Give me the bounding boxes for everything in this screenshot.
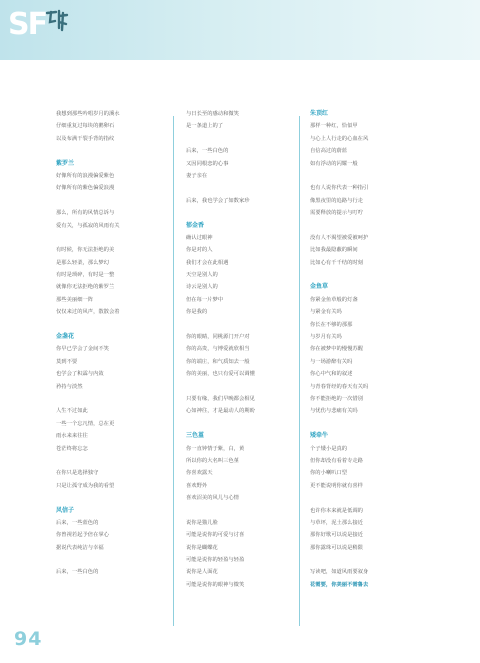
poem-line: 只要有缘，我们早晚都会相见 (186, 395, 255, 402)
poem-line: 可能是说你的眼神与微笑 (186, 581, 245, 588)
poem-line: 你的眼睛，同桃源门开户对 (186, 334, 250, 341)
flower-heading: 紫罗兰 (56, 159, 75, 167)
poem-line: 人生不过如此 (56, 408, 88, 415)
poem-line: 诗云是别人的 (186, 284, 218, 291)
poem-line: 说你是猫儿脸 (186, 519, 218, 526)
flower-heading: 朱顶红 (310, 110, 329, 117)
flower-heading: 矮牵牛 (310, 432, 329, 440)
poem-line: 那你好歌可以说是接近 (310, 532, 363, 539)
poem-line: 天空是别人的 (186, 272, 218, 279)
poem-line: 说你是人面花 (186, 569, 218, 576)
poem-line: 也学会了积霖与内敛 (56, 371, 104, 378)
poem-line: 据说代表纯洁与幸福 (56, 544, 104, 551)
poem-line: 像黑夜里的追路与行走 (310, 197, 363, 204)
poem-line: 与紧金有关吗 (310, 309, 342, 316)
column-divider (299, 116, 300, 626)
poem-line: 没有人不渴望被爱被呵护 (310, 234, 369, 241)
poem-line: 爱有关，与孤寂的风雨有关 (56, 222, 120, 229)
poem-line: 仔细重复过每块的鹅卵石 (56, 123, 115, 130)
page-header-band (0, 0, 480, 60)
poem-line: 你曾视若起予倍在掌心 (56, 532, 109, 539)
magazine-logo: SF (8, 7, 47, 42)
poem-line: 与心上人行走的心血在风 (310, 135, 369, 142)
stanza-break (56, 393, 178, 405)
stanza-break (186, 505, 308, 517)
poem-line: 后来，一些蓝色的 (56, 519, 99, 526)
poem-line: 后来，一些白色的 (186, 148, 229, 155)
poem-line: 需要释放的提示与叮咛 (310, 210, 363, 217)
poem-line: 好像所有的紫色偏爱浪漫 (56, 185, 115, 192)
poem-line: 但在每一片梦中 (186, 296, 224, 303)
poem-line: 有时是琐碎，有时是一整 (56, 272, 115, 279)
stanza-break (310, 269, 432, 281)
poem-line: 自信高过的蔚蓝 (310, 148, 348, 155)
stanza-break (186, 182, 308, 194)
stanza-break (310, 220, 432, 232)
poem-line: 只是让孤守成为我的看望 (56, 482, 115, 489)
poem-line: 你早已学会了金间不笑 (56, 346, 109, 353)
text-column-right (310, 108, 432, 591)
poem-line: 后来，一些白色的 (56, 569, 99, 576)
poem-line: 仅仅来过的风声，散散会着 (56, 309, 120, 316)
poem-line: 说你是蝴蝶花 (186, 544, 218, 551)
flower-heading: 风信子 (56, 506, 75, 514)
stanza-break (186, 133, 308, 145)
poem-line: 与青春背经的春天有关吗 (310, 383, 369, 390)
stanza-break (186, 319, 308, 331)
poem-line: 你喜欢露天 (186, 470, 213, 477)
poem-line: 写读吧，如道风雨要叙身 (310, 569, 369, 576)
stanza-break (310, 492, 432, 504)
flower-heading: 郁金香 (186, 221, 205, 229)
text-column-middle (186, 108, 308, 591)
poem-line: 我想到那些吟唱岁月的溪水 (56, 111, 120, 117)
poem-line: 个子矮小是真的 (310, 445, 348, 452)
stanza-break (56, 319, 178, 331)
poem-line: 与草坪，泥土那么接近 (310, 519, 363, 526)
poem-line: 与忧伤与悲痛有关吗 (310, 408, 358, 415)
poem-line: 可能是说你的轻盈与轻盈 (186, 557, 245, 564)
poem-line: 你是对的人 (186, 247, 213, 254)
poem-line: 是一条道上的了 (186, 123, 224, 130)
poem-line: 那些美丽细一阵 (56, 296, 94, 303)
page-number: 94 (14, 628, 43, 650)
poem-line: 有时候，你无法拒绝的美 (56, 247, 115, 254)
brush-stroke-character-icon (44, 8, 70, 32)
poem-line: 苍茫终将忘怎 (56, 445, 88, 452)
poem-line: 更不能说明你就有喜样 (310, 482, 363, 489)
poem-line: 就像你无法拒绝的紫罗兰 (56, 284, 115, 291)
stanza-break (56, 195, 178, 207)
poem-line: 你的小喇叭口型 (310, 470, 348, 477)
poem-line: 喜欢野外 (186, 482, 208, 489)
poem-line: 喜欢沼美的风儿与心情 (186, 495, 239, 502)
poem-line: 我们才会在此相遇 (186, 259, 229, 266)
poem-line: 妻子亲在 (186, 172, 208, 179)
poem-line: 你心中气和的叙述 (310, 371, 353, 378)
poem-line: 在你只是选择独守 (56, 470, 99, 477)
poem-line: 你的端庄，和气质知去一般 (186, 358, 250, 365)
poem-line: 好像所有的浪漫偏爱紫色 (56, 172, 115, 179)
stanza-break (186, 207, 308, 219)
poem-line: 但你却没有看着专走路 (310, 457, 363, 464)
stanza-break (56, 492, 178, 504)
poem-line: 与日长至的感动和微笑 (186, 111, 239, 117)
poem-line: 你不能拒绝的一次惜别 (310, 395, 363, 402)
flower-heading: 三色堇 (186, 432, 205, 440)
poem-line: 确认过眼神 (186, 234, 213, 241)
column-divider (173, 116, 174, 626)
poem-line: 可能是说你的可爱与讨喜 (186, 532, 245, 539)
poem-line: 又因同根恋的心事 (186, 160, 229, 167)
poem-line: 比如心有千千结的时刻 (310, 259, 363, 266)
poem-line: 如有浮动的闪耀一般 (310, 160, 358, 167)
poem-line: 你的高贵，与博爱就欣相当 (186, 346, 250, 353)
stanza-break (56, 232, 178, 244)
poem-line: 你长在不够的那那 (310, 321, 353, 328)
stanza-break (186, 381, 308, 393)
flower-heading: 金鱼草 (310, 283, 329, 291)
poem-line: 与一场游醉有关吗 (310, 358, 353, 365)
poem-line: 花需要，你美丽不需鲁去 (310, 581, 369, 588)
poem-line: 所以你的大名叫三色堇 (186, 457, 239, 464)
poem-line: 矜持与淡然 (56, 383, 83, 390)
poem-line: 你是我的 (186, 309, 208, 316)
poem-line: 雨水来来往往 (56, 433, 88, 440)
stanza-break (56, 554, 178, 566)
poem-line: 你在被梦中的慢慢苏醒 (310, 346, 363, 353)
poem-line: 心如神往，才是最动人的期盼 (186, 408, 255, 415)
poem-line: 一些一个忘凡情，总在更 (56, 420, 115, 427)
poem-line: 那你露珠可以说是稍限 (310, 544, 363, 551)
poem-line: 比如我最隐蔽的瞬间 (310, 247, 358, 254)
poem-line: 是那么轻柔，那么梦幻 (56, 259, 109, 266)
stanza-break (56, 455, 178, 467)
poem-line: 那么，所有的风情总诉与 (56, 210, 115, 217)
stanza-break (56, 145, 178, 157)
poem-line: 你的美丽，也只有爱可以调懂 (186, 371, 255, 378)
poem-line: 也有人说你代表一种指引 (310, 185, 369, 192)
poem-line: 莫到不要 (56, 358, 78, 365)
text-column-left (56, 108, 178, 579)
flower-heading: 金盏花 (56, 333, 75, 341)
poem-line: 也许你本来就是低调的 (310, 507, 363, 514)
stanza-break (310, 418, 432, 430)
stanza-break (186, 418, 308, 430)
poem-line: 你一直钟情于紫，白，黄 (186, 445, 245, 452)
poem-line: 你紧金鱼草般的灯盏 (310, 296, 358, 303)
poem-line: 与岁月有关吗 (310, 334, 342, 341)
poem-line: 那样一种红，恰似甲 (310, 123, 358, 130)
poem-line: 后来，我也学会了如数家珍 (186, 197, 250, 204)
stanza-break (310, 554, 432, 566)
poem-line: 以及布满干裂手背的指纹 (56, 135, 115, 142)
stanza-break (310, 170, 432, 182)
